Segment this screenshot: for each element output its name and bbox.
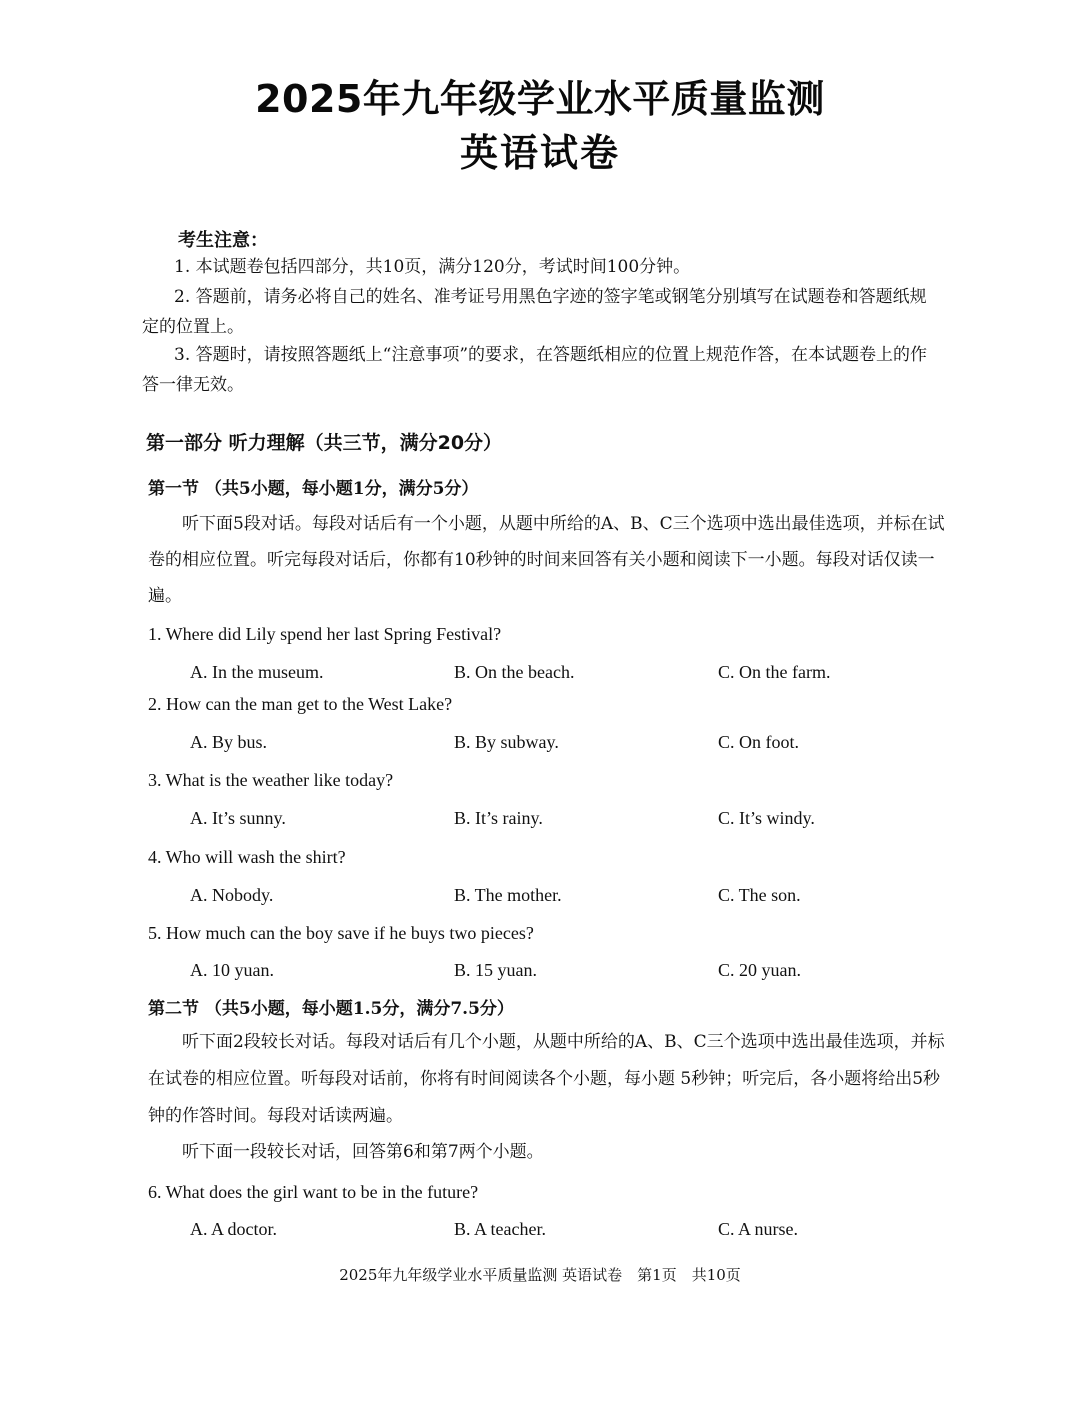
notice-item-3: 3. 答题时，请按照答题纸上“注意事项”的要求，在答题纸相应的位置上规范作答，在本试题卷上的作答一律无效。 xyxy=(142,345,928,395)
page-footer: 2025年九年级学业水平质量监测 英语试卷 第1页 共10页 xyxy=(339,1266,741,1284)
page-title: 2025年九年级学业水平质量监测 xyxy=(255,77,825,121)
option-a: A. It’s sunny. xyxy=(190,808,286,828)
option-c: C. It’s windy. xyxy=(718,808,815,828)
section2-title: 第二节 （共5小题，每小题1.5分，满分7.5分） xyxy=(148,999,514,1019)
question-6: 6. What does the girl want to be in the future? xyxy=(148,1182,479,1202)
option-c: C. 20 yuan. xyxy=(718,960,801,980)
option-a: A. By bus. xyxy=(190,732,268,752)
option-a: A. A doctor. xyxy=(190,1219,278,1239)
question-4: 4. Who will wash the shirt? xyxy=(148,847,346,867)
notice-item-1: 1. 本试题卷包括四部分，共10页，满分120分，考试时间100分钟。 xyxy=(174,257,691,277)
question-3-options xyxy=(0,808,1080,834)
question-4-options xyxy=(0,885,1080,911)
question-5: 5. How much can the boy save if he buys two pieces? xyxy=(148,923,534,943)
question-1: 1. Where did Lily spend her last Spring Festival? xyxy=(148,624,502,644)
option-a: A. 10 yuan. xyxy=(190,960,274,980)
option-a: A. Nobody. xyxy=(190,885,274,905)
option-c: C. The son. xyxy=(718,885,801,905)
question-2-options xyxy=(0,732,1080,758)
section1-title: 第一节 （共5小题，每小题1分，满分5分） xyxy=(148,479,479,499)
option-c: C. On the farm. xyxy=(718,662,831,682)
option-b: B. By subway. xyxy=(454,732,559,752)
section2-instruction: 听下面2段较长对话。每段对话后有几个小题，从题中所给的A、B、C三个选项中选出最佳选项，并标在试卷的相应位置。听每段对话前，你将有时间阅读各个小题，每小题 5秒钟；听完后，各小题将给出5秒钟的作答时间。每段对话读两遍。 xyxy=(148,1032,945,1126)
page-subtitle: 英语试卷 xyxy=(459,131,620,175)
question-6-options xyxy=(0,1219,1080,1245)
option-c: C. A nurse. xyxy=(718,1219,799,1239)
option-b: B. A teacher. xyxy=(454,1219,546,1239)
option-c: C. On foot. xyxy=(718,732,799,752)
question-5-options xyxy=(0,960,1080,986)
option-b: B. 15 yuan. xyxy=(454,960,537,980)
option-b: B. The mother. xyxy=(454,885,562,905)
question-2: 2. How can the man get to the West Lake? xyxy=(148,694,453,714)
question-3: 3. What is the weather like today? xyxy=(148,770,394,790)
option-a: A. In the museum. xyxy=(190,662,324,682)
option-b: B. It’s rainy. xyxy=(454,808,543,828)
option-b: B. On the beach. xyxy=(454,662,575,682)
part1-title: 第一部分 听力理解（共三节，满分20分） xyxy=(146,432,503,454)
notice-item-2: 2. 答题前，请务必将自己的姓名、准考证号用黑色字迹的签字笔或钢笔分别填写在试题卷和答题纸规定的位置上。 xyxy=(142,287,927,337)
question-1-options xyxy=(0,662,1080,688)
section2-sub-instruction: 听下面一段较长对话，回答第6和第7两个小题。 xyxy=(182,1142,544,1162)
notice-heading: 考生注意： xyxy=(178,230,268,251)
section1-instruction: 听下面5段对话。每段对话后有一个小题，从题中所给的A、B、C三个选项中选出最佳选项，并标在试卷的相应位置。听完每段对话后，你都有10秒钟的时间来回答有关小题和阅读下一小题。每段对话仅读一遍。 xyxy=(148,514,945,606)
